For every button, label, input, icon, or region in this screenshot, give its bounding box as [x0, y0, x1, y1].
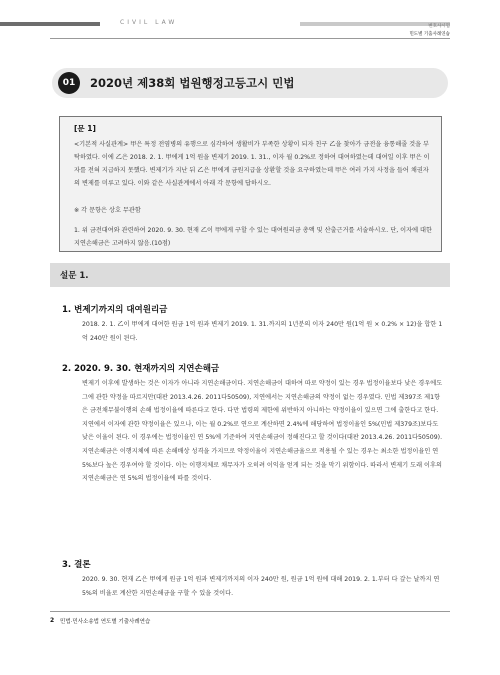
header-right-line1: 변호사시험 — [428, 24, 450, 29]
section-body-2: 변제기 이후에 발생하는 것은 이자가 아니라 지연손해금이다. 지연손해금이 대하여 따로 약정이 있는 경우 법정이율보다 낮은 경우에도 그에 관한 약정을 따르지만(대판 2013.4.26. 2011다50509), 지연에서는 지연손해금의 약정이 없는 경우였다. 민법 제397조 제1항은 금전채무불이행의 손해 법정이율에 따른다고 한다. 다만 법령의 제한에 위반하지 아니하는 약정이율이 있으면 그에 출한다고 한다. 지연에서 이자에 관한 약정이율은 있으나, 이는 월 0.2%로 연으로 계산하면 2.4%에 해당하여 법정이율인 5%(민법 제379조)보다도 낮은 이율이 된다. 이 경우에는 법정이율인 연 5%에 기준하여 지연손해금이 정해진다고 할 것이다(대판 2013.4.26. 2011다50509). 지연손해금은 이행지체에 따른 손해배상 성격을 가지므로 약정이율이 지연손해금율으로 적용될 수 있는 경우는 최소한 법정이율인 연 5%보다 높은 경우여야 할 것이다. 이는 이행지체로 채무자가 오히려 이익을 얻게 되는 것을 막기 위함이다. 따라서 변제기 도래 이후의 지연손해금은 연 5%의 법정이율에 따를 것이다. — [82, 380, 443, 483]
header-band — [0, 19, 500, 52]
section-title-2: 2. 2020. 9. 30. 현재까지의 지연손해금 — [62, 364, 220, 374]
solution-label: 설문 1. — [60, 271, 89, 281]
section-body-1: 2018. 2. 1. 乙이 甲에게 대여한 원금 1억 원과 변제기 2019. 1. 31.까지의 1년분의 이자 240만 원(1억 원 × 0.2% × 12)을 합한 1억 240만 원이 된다. — [82, 321, 443, 342]
section-title-1: 1. 변제기까지의 대여원리금 — [62, 305, 168, 315]
title-number-badge: 01 — [58, 72, 80, 94]
question-item-1: 1. 위 금전대여와 관련하여 2020. 9. 30. 현재 乙이 甲에게 구할 수 있는 대여원리금 총액 및 산출근거를 서술하시오. 단, 이자에 대한 지연손해금은 고려하지 않음.(10점) — [74, 227, 432, 247]
question-note: ※ 각 문항은 상호 무관함 — [74, 207, 141, 214]
section-body-3: 2020. 9. 30. 현재 乙은 甲에게 원금 1억 원과 변제기까지의 이자 240만 원, 원금 1억 원에 대해 2019. 2. 1.부터 다 갚는 날까지 연 5%의 비율로 계산한 지연손해금을 구할 수 있을 것이다. — [82, 576, 440, 597]
page-title: 2020년 제38회 법원행정고등고시 민법 — [90, 76, 295, 90]
section-title-3: 3. 결론 — [62, 560, 91, 570]
footer-divider — [50, 611, 450, 612]
header-right-line2: 민도별 기출사례연습 — [409, 32, 450, 37]
footer-page-number: 2 — [50, 617, 55, 624]
header-band-left — [0, 22, 100, 26]
question-paragraph: <기본적 사실관계> 甲은 특정 전염병의 유행으로 심각하여 생활비가 부족한 상황이 되자 친구 乙을 찾아가 금전을 융통해줄 것을 부탁하였다. 이에 乙은 2018. 2. 1. 甲에게 1억 원을 변제기 2019. 1. 31., 이자 월 0.2%로 정하여 대여하였는데 대여일 이후 甲은 이자를 전혀 지급하지 못했다. 변제기가 지난 뒤 乙은 甲에게 금원지급을 상환할 것을 요구하였는데 甲은 여러 가지 사정을 들어 채권자의 변제를 미루고 있다. 이와 같은 사실관계에서 아래 각 문항에 답하시오. — [74, 141, 430, 187]
header-band-title: CIVIL LAW — [120, 19, 178, 26]
question-heading: [문 1] — [74, 124, 96, 133]
header-divider — [50, 38, 450, 39]
footer-text: 민법·민사소송법 연도별 기출사례연습 — [60, 619, 151, 625]
solution-header-box — [50, 263, 450, 287]
